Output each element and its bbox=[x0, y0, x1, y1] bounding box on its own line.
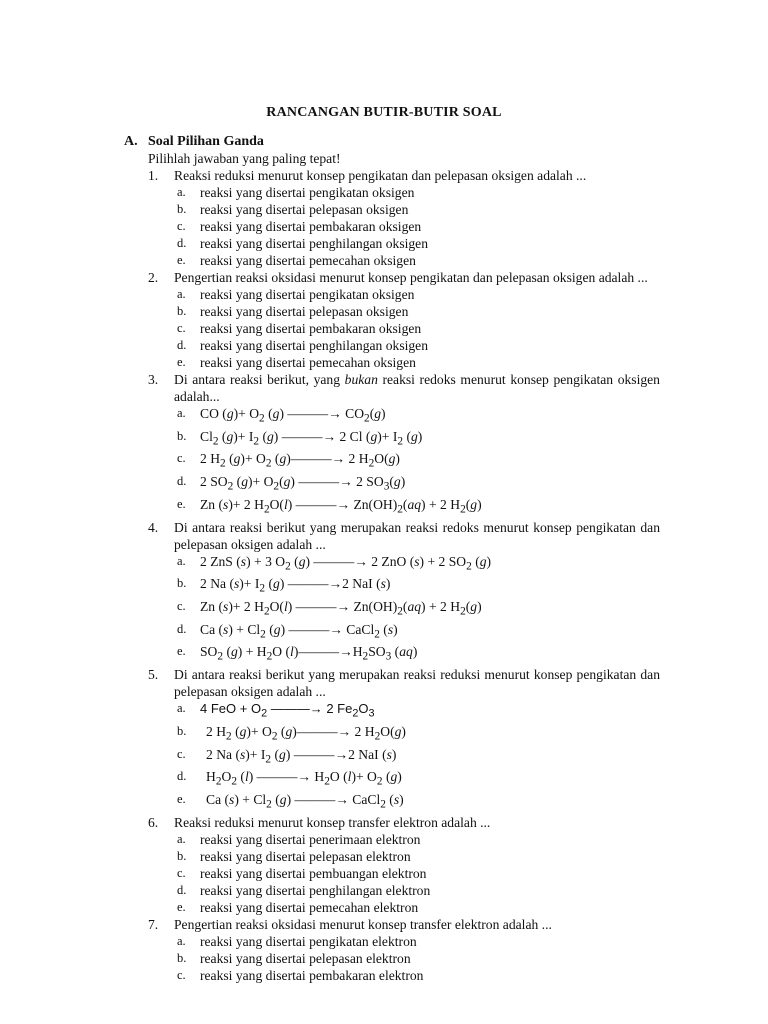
option-list bbox=[148, 933, 660, 984]
answer-option bbox=[148, 405, 660, 428]
option-text: reaksi yang disertai pelepasan elektron bbox=[200, 848, 411, 864]
option-text: reaksi yang disertai pengikatan oksigen bbox=[200, 185, 415, 200]
option-text: reaksi yang disertai penghilangan oksigen bbox=[200, 236, 429, 251]
answer-option bbox=[148, 768, 660, 791]
option-list bbox=[148, 405, 660, 519]
question-item bbox=[148, 666, 660, 813]
option-letter: d. bbox=[177, 338, 187, 352]
option-letter: a. bbox=[177, 701, 186, 716]
answer-option bbox=[148, 320, 660, 337]
question-number: 5. bbox=[148, 667, 159, 683]
answer-option bbox=[148, 882, 660, 899]
option-letter: e. bbox=[177, 253, 186, 267]
option-text: $Cl_2$ $(g)+ I_2$ (g) ———→ 2 Cl $(g)+ I_2$ (g) bbox=[200, 428, 423, 448]
option-letter: e. bbox=[177, 791, 186, 806]
option-list bbox=[148, 184, 660, 269]
answer-option bbox=[148, 450, 660, 473]
option-text: reaksi yang disertai pengikatan elektron bbox=[200, 933, 417, 949]
option-letter: c. bbox=[177, 746, 186, 761]
option-text: reaksi yang disertai penerimaan elektron bbox=[200, 831, 421, 847]
option-text: reaksi yang disertai penghilangan elektron bbox=[200, 882, 431, 898]
document-title: RANCANGAN BUTIR-BUTIR SOAL bbox=[266, 105, 502, 120]
answer-option bbox=[148, 621, 660, 644]
option-list bbox=[148, 286, 660, 371]
option-letter: c. bbox=[177, 451, 186, 466]
option-letter: e. bbox=[177, 899, 186, 914]
option-text: Zn (s)+ 2 $H_2O(l)$ ———→ $Zn(OH)_2(aq) + 2$ $H_2(g)$ bbox=[200, 496, 482, 516]
question-item bbox=[148, 269, 660, 371]
question-text: Di antara reaksi berikut, yang bukan reaksi redoks menurut konsep pengikatan oksigen adalah... bbox=[174, 372, 660, 404]
option-letter: b. bbox=[177, 428, 187, 443]
answer-option bbox=[148, 218, 660, 235]
option-letter: d. bbox=[177, 236, 187, 250]
option-letter: d. bbox=[177, 621, 187, 636]
option-text: 4 FeO + $O_2$ ———→ 2 $Fe_2O_3$ bbox=[200, 701, 375, 720]
answer-option bbox=[148, 848, 660, 865]
option-text: Zn (s)+ 2 $H_2O(l)$ ———→ $Zn(OH)_2(aq) + 2$ $H_2(g)$ bbox=[200, 599, 482, 618]
option-letter: c. bbox=[177, 599, 186, 614]
question-number: 1. bbox=[148, 168, 159, 183]
option-list bbox=[148, 700, 660, 813]
option-text: reaksi yang disertai pelepasan elektron bbox=[200, 950, 411, 966]
option-letter: b. bbox=[177, 950, 187, 965]
option-letter: e. bbox=[177, 355, 186, 369]
option-text: Ca $(s) + Cl_2$ (g) ———→ CaCl$_2$ (s) bbox=[200, 621, 398, 641]
option-letter: a. bbox=[177, 553, 186, 568]
option-text: $H_2O_2$ (l) ———→ $H_2O$ $(l)+ O_2$ (g) bbox=[206, 769, 402, 788]
question-text: Reaksi reduksi menurut konsep pengikatan dan pelepasan oksigen adalah ... bbox=[174, 168, 587, 183]
answer-option bbox=[148, 553, 660, 576]
option-letter: b. bbox=[177, 202, 187, 216]
option-text: 2 ZnS (s) + 3 $O_2$ (g) ———→ 2 ZnO (s) + 2 $SO_2$ (g) bbox=[200, 553, 492, 573]
option-letter: e. bbox=[177, 496, 186, 511]
option-text: reaksi yang disertai pelepasan oksigen bbox=[200, 304, 409, 319]
option-text: $SO_2$ $(g) + H_2O$ $(l)———\to H_2SO_3$ (aq) bbox=[200, 644, 418, 664]
answer-option bbox=[148, 598, 660, 621]
option-letter: a. bbox=[177, 831, 186, 846]
answer-option bbox=[148, 303, 660, 320]
answer-option bbox=[148, 235, 660, 252]
option-letter: c. bbox=[177, 865, 186, 880]
answer-option bbox=[148, 700, 660, 723]
option-text: reaksi yang disertai pemecahan oksigen bbox=[200, 355, 416, 370]
question-item bbox=[148, 519, 660, 667]
answer-option bbox=[148, 473, 660, 496]
option-text: reaksi yang disertai pelepasan oksigen bbox=[200, 202, 409, 217]
option-letter: d. bbox=[177, 882, 187, 897]
question-list bbox=[148, 167, 660, 984]
answer-option bbox=[148, 575, 660, 598]
option-text: reaksi yang disertai penghilangan oksigen bbox=[200, 338, 429, 353]
answer-option bbox=[148, 831, 660, 848]
question-number: 6. bbox=[148, 814, 159, 830]
option-letter: a. bbox=[177, 406, 186, 420]
answer-option bbox=[148, 201, 660, 218]
option-text: reaksi yang disertai pembakaran oksigen bbox=[200, 321, 422, 336]
option-letter: b. bbox=[177, 723, 187, 738]
option-letter: e. bbox=[177, 644, 186, 659]
option-text: reaksi yang disertai pemecahan elektron bbox=[200, 899, 419, 915]
answer-option bbox=[148, 184, 660, 201]
option-letter: a. bbox=[177, 287, 186, 301]
option-text: 2 $H_2$ $(g)+ O_2$ (g)———→ 2 $H_2O(g)$ bbox=[200, 451, 400, 471]
option-text: reaksi yang disertai pembakaran elektron bbox=[200, 967, 424, 983]
section-title: Soal Pilihan Ganda bbox=[148, 134, 264, 149]
question-text: Pengertian reaksi oksidasi menurut konsep transfer elektron adalah ... bbox=[174, 916, 552, 932]
question-text: Pengertian reaksi oksidasi menurut konsep pengikatan dan pelepasan oksigen adalah ... bbox=[174, 270, 648, 285]
question-number: 7. bbox=[148, 916, 159, 932]
answer-option bbox=[148, 950, 660, 967]
option-text: 2 $SO_2$ $(g)+ O_2(g)$ ———→ 2 $SO_3(g)$ bbox=[200, 474, 406, 493]
option-text: Ca $(s) + Cl_2$ (g) ———→ CaCl$_2$ (s) bbox=[206, 791, 404, 811]
option-letter: b. bbox=[177, 576, 187, 591]
question-number: 4. bbox=[148, 519, 159, 535]
answer-option bbox=[148, 337, 660, 354]
answer-option bbox=[148, 791, 660, 814]
section-heading bbox=[124, 133, 264, 150]
option-text: reaksi yang disertai pembuangan elektron bbox=[200, 865, 427, 881]
option-text: CO $(g)+ O_2$ (g) ———→ $CO_2(g)$ bbox=[200, 406, 386, 425]
answer-option bbox=[148, 286, 660, 303]
option-letter: d. bbox=[177, 474, 187, 489]
answer-option bbox=[148, 899, 660, 916]
answer-option bbox=[148, 354, 660, 371]
option-text: reaksi yang disertai pemecahan oksigen bbox=[200, 253, 416, 268]
question-item bbox=[148, 167, 660, 269]
question-text: Di antara reaksi berikut yang merupakan reaksi redoks menurut konsep pengikatan dan pelepasan oksigen adalah ... bbox=[174, 519, 660, 552]
answer-option bbox=[148, 967, 660, 984]
question-text: Di antara reaksi berikut yang merupakan reaksi reduksi menurut konsep pengikatan dan pelepasan oksigen adalah ... bbox=[174, 667, 660, 700]
option-letter: d. bbox=[177, 769, 187, 784]
answer-option bbox=[148, 723, 660, 746]
option-text: 2 $H_2$ $(g)+ O_2$ (g)———→ 2 $H_2O(g)$ bbox=[206, 723, 406, 743]
answer-option bbox=[148, 643, 660, 666]
answer-option bbox=[148, 933, 660, 950]
option-letter: a. bbox=[177, 185, 186, 199]
question-text: Reaksi reduksi menurut konsep transfer elektron adalah ... bbox=[174, 814, 491, 830]
option-list bbox=[148, 831, 660, 916]
option-letter: b. bbox=[177, 304, 187, 318]
option-text: 2 Na $(s)+ I_2$ (g) ———→2 NaI (s) bbox=[200, 576, 391, 596]
option-list bbox=[148, 553, 660, 667]
option-letter: c. bbox=[177, 321, 186, 335]
answer-option bbox=[148, 252, 660, 269]
question-number: 2. bbox=[148, 270, 159, 285]
option-text: 2 Na $(s)+ I_2$ (g) ———→2 NaI (s) bbox=[206, 746, 397, 766]
answer-option bbox=[148, 865, 660, 882]
question-item bbox=[148, 371, 660, 519]
option-text: reaksi yang disertai pembakaran oksigen bbox=[200, 219, 422, 234]
option-letter: c. bbox=[177, 967, 186, 982]
answer-option bbox=[148, 428, 660, 451]
question-item bbox=[148, 916, 660, 984]
instruction-text: Pilihlah jawaban yang paling tepat! bbox=[148, 151, 341, 166]
option-letter: b. bbox=[177, 848, 187, 863]
section-letter: A. bbox=[124, 134, 138, 149]
question-number: 3. bbox=[148, 372, 159, 387]
option-letter: c. bbox=[177, 219, 186, 233]
option-text: reaksi yang disertai pengikatan oksigen bbox=[200, 287, 415, 302]
question-item bbox=[148, 814, 660, 916]
answer-option bbox=[148, 746, 660, 769]
answer-option bbox=[148, 496, 660, 519]
option-letter: a. bbox=[177, 933, 186, 948]
